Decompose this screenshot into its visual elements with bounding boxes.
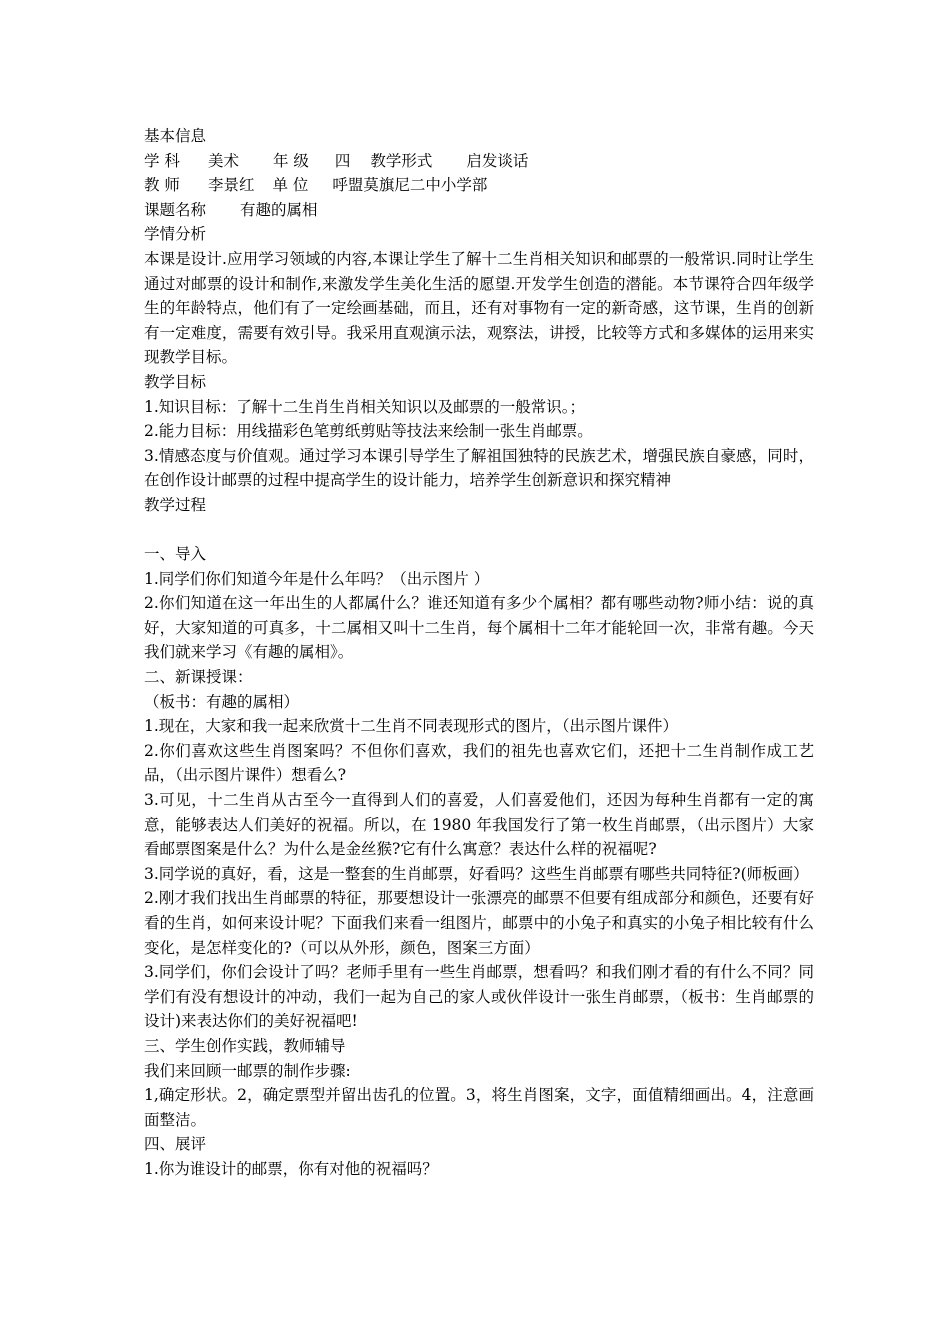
info-row-topic: [144, 198, 814, 223]
form-value: 启发谈话: [466, 151, 529, 170]
form-label: 教学形式: [370, 151, 433, 170]
process-paragraph: 2.刚才我们找出生肖邮票的特征，那要想设计一张漂亮的邮票不但要有组成部分和颜色，还要有好看的生肖，如何来设计呢？下面我们来看一组图片，邮票中的小兔子和真实的小兔子相比较有什么变化，是怎样变化的?（可以从外形，颜色，图案三方面）: [144, 889, 814, 957]
unit-label: 单 位: [272, 176, 309, 195]
section-heading: 一、导入: [144, 545, 207, 564]
process-paragraph: 1.同学们你们知道今年是什么年吗？（出示图片 ）: [144, 569, 490, 588]
process-paragraph: （板书：有趣的属相）: [144, 692, 300, 711]
process-paragraph: 1.现在，大家和我一起来欣赏十二生肖不同表现形式的图片，（出示图片课件）: [144, 717, 679, 736]
process-paragraph: 3.同学说的真好，看，这是一整套的生肖邮票，好看吗？这些生肖邮票有哪些共同特征?(师板画）: [144, 864, 809, 883]
process-title: 教学过程: [144, 495, 207, 514]
objective-item: 2.能力目标：用线描彩色笔剪纸剪贴等技法来绘制一张生肖邮票。: [144, 422, 593, 441]
grade-label: 年 级: [272, 151, 309, 170]
process-paragraph: 1,确定形状。2，确定票型并留出齿孔的位置。3，将生肖图案，文字，面值精细画出。4，注意画面整洁。: [144, 1086, 814, 1129]
teacher-value: 李景红: [207, 176, 255, 195]
subject-value: 美术: [207, 151, 239, 170]
unit-value: 呼盟莫旗尼二中小学部: [332, 176, 488, 195]
topic-value: 有趣的属相: [240, 200, 318, 219]
objective-item: 1.知识目标：了解十二生肖生肖相关知识以及邮票的一般常识。；: [144, 397, 586, 416]
topic-label: 课题名称: [144, 200, 207, 219]
objective-item: 3.情感态度与价值观。通过学习本课引导学生了解祖国独特的民族艺术，增强民族自豪感，同时，在创作设计邮票的过程中提高学生的设计能力，培养学生创新意识和探究精神: [144, 446, 814, 490]
teacher-label: 教 师: [144, 176, 180, 195]
process-paragraph: 我们来回顾一邮票的制作步骤:: [144, 1061, 351, 1080]
section-heading: 三、学生创作实践，教师辅导: [144, 1036, 346, 1055]
document-page: [144, 124, 814, 1182]
analysis-text: 本课是设计.应用学习领域的内容,本课让学生了解十二生肖相关知识和邮票的一般常识.同时让学生通过对邮票的设计和制作,来激发学生美化生活的愿望.开发学生创造的潜能。本节课符合四年级学生的年龄特点，他们有了一定绘画基础，而且，还有对事物有一定的新奇感，这节课，生肖的创新有一定难度，需要有效引导。我采用直观演示法，观察法，讲授，比较等方式和多媒体的运用来实现教学目标。: [144, 249, 814, 367]
info-row-teacher: [144, 173, 814, 198]
analysis-title: 学情分析: [144, 225, 207, 244]
process-paragraph: 1.你为谁设计的邮票，你有对他的祝福吗？: [144, 1159, 438, 1178]
subject-label: 学 科: [144, 151, 180, 170]
process-paragraph: 2.你们喜欢这些生肖图案吗？不但你们喜欢，我们的祖先也喜欢它们，还把十二生肖制作成工艺品，（出示图片课件）想看么?: [144, 741, 814, 785]
objectives-title: 教学目标: [144, 372, 207, 391]
process-paragraph: 3.同学们，你们会设计了吗？老师手里有一些生肖邮票，想看吗？和我们刚才看的有什么不同？同学们有没有想设计的冲动，我们一起为自己的家人或伙伴设计一张生肖邮票，（板书：生肖邮票的设计)来表达你们的美好祝福吧!: [144, 963, 814, 1031]
blank-line: [144, 518, 814, 543]
section-heading: 二、新课授课：: [144, 668, 253, 687]
section-title-basic-info: 基本信息: [144, 127, 207, 145]
process-paragraph: 2.你们知道在这一年出生的人都属什么？谁还知道有多少个属相？都有哪些动物?师小结：说的真好，大家知道的可真多，十二属相又叫十二生肖，每个属相十二年才能轮回一次，非常有趣。今天我们就来学习《有趣的属相》。: [144, 594, 814, 662]
section-heading: 四、展评: [144, 1135, 207, 1154]
grade-value: 四: [334, 151, 351, 170]
info-row-subject: [144, 149, 814, 174]
process-paragraph: 3.可见，十二生肖从古至今一直得到人们的喜爱，人们喜爱他们，还因为每种生肖都有一定的寓意，能够表达人们美好的祝福。所以，在 1980 年我国发行了第一枚生肖邮票，（出示图片）大家看邮票图案是什么？为什么是金丝猴?它有什么寓意？表达什么样的祝福呢?: [144, 791, 814, 859]
